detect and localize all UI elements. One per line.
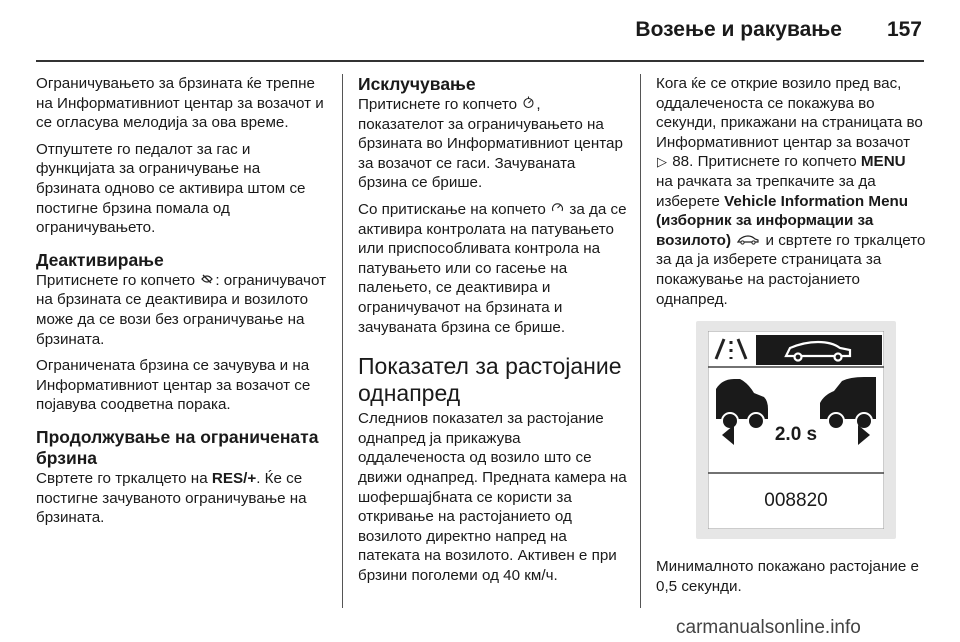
paragraph: Минималното покажано растојание е 0,5 секунди.	[656, 558, 919, 595]
column-right	[656, 74, 926, 603]
section-heading-off: Исклучување	[358, 74, 476, 94]
control-label-menu: MENU	[860, 153, 906, 171]
text-run: : ограничувачот на брзината се деактивира и возилото може да се вози без ограничување на брзината.	[36, 271, 327, 348]
text-run: 88. Притиснете го копчето	[672, 153, 857, 171]
vehicle-info-car-icon	[735, 231, 761, 251]
speed-limiter-icon	[199, 271, 215, 291]
paragraph: Ограничената брзина се зачувува и на Информативниот центар за возачот се појавува соодветна порака.	[36, 357, 311, 414]
text-run: Свртете го тркалцето на	[36, 469, 208, 487]
distance-readout: 2.0 s	[774, 424, 818, 446]
paragraph	[36, 469, 328, 528]
watermark: carmanualsonline.info	[676, 617, 861, 638]
column-divider	[640, 74, 641, 608]
text-run: Кога ќе се открие возило пред вас, оддалеченоста се покажува во секунди, прикажани на страницата во Информативниот центар за возачот	[656, 75, 923, 151]
text-run: Со притискање на копчето	[358, 200, 546, 218]
header-rule	[36, 60, 924, 62]
chapter-title: Возење и ракување	[635, 18, 842, 41]
text-run: за да се активира контролата на патувањето или приспособливата контрола на патувањето или со гасење на палењето, се деактивира и ограничувачот на брзината и зачуваната брзина се брише.	[358, 200, 627, 336]
text-run: и свртете го тркалцето за да ја изберете страницата за покажување на растојанието однапред.	[656, 231, 926, 308]
paragraph	[358, 95, 628, 193]
paragraph: Следниов показател за растојание однапред ја прикажува оддалеченоста од возило што се движи однапред. Предната камера на шофершајбната се користи за откривање на растојанието од возилото директно напред на патеката на возилото. Активен е при брзини поголеми од 40 км/ч.	[358, 410, 627, 584]
section-heading-deactivate: Деактивирање	[36, 249, 164, 270]
control-label-res: RES/+	[211, 469, 257, 487]
text-run: , показателот за ограничувањето на брзината во Информативниот центар за возачот се гаси. Зачуваната брзина се брише.	[358, 96, 623, 192]
page-reference-arrow-icon: ▷	[657, 154, 667, 170]
column-divider	[342, 74, 343, 608]
text-run: Притиснете го копчето	[36, 271, 196, 289]
column-middle	[358, 74, 628, 592]
section-heading-resume: Продолжување на ограничената брзина	[36, 426, 319, 468]
distance-display-illustration	[696, 321, 896, 539]
section-heading-distance: Показател за растојание однапред	[358, 353, 622, 407]
text-run: Притиснете го копчето	[358, 96, 518, 113]
paragraph: Отпуштете го педалот за гас и функцијата за ограничување на брзината одново се активира штом се постигне брзина помала од ограничувањето.	[36, 140, 306, 237]
tab-vehicle-icon	[756, 335, 882, 365]
page-header	[0, 0, 960, 62]
paragraph	[358, 200, 628, 337]
column-left	[36, 74, 328, 535]
paragraph	[36, 271, 328, 349]
cruise-control-icon	[550, 200, 565, 220]
paragraph: Ограничувањето за брзината ќе трепне на Информативниот центар за возачот и се огласува мелодија за ова време.	[36, 75, 324, 132]
limiter-button-icon	[521, 95, 536, 115]
text-run: . Ќе се постигне зачуваното ограничување на брзината.	[36, 469, 307, 527]
text-run: на рачката за трепкачите за да изберете	[656, 172, 876, 210]
menu-name: Vehicle Information Menu (изборник за информации за возилото)	[656, 192, 909, 249]
display-screen	[708, 331, 884, 529]
paragraph	[656, 74, 926, 309]
page-number: 157	[886, 18, 922, 41]
odometer-readout: 008820	[764, 490, 828, 512]
